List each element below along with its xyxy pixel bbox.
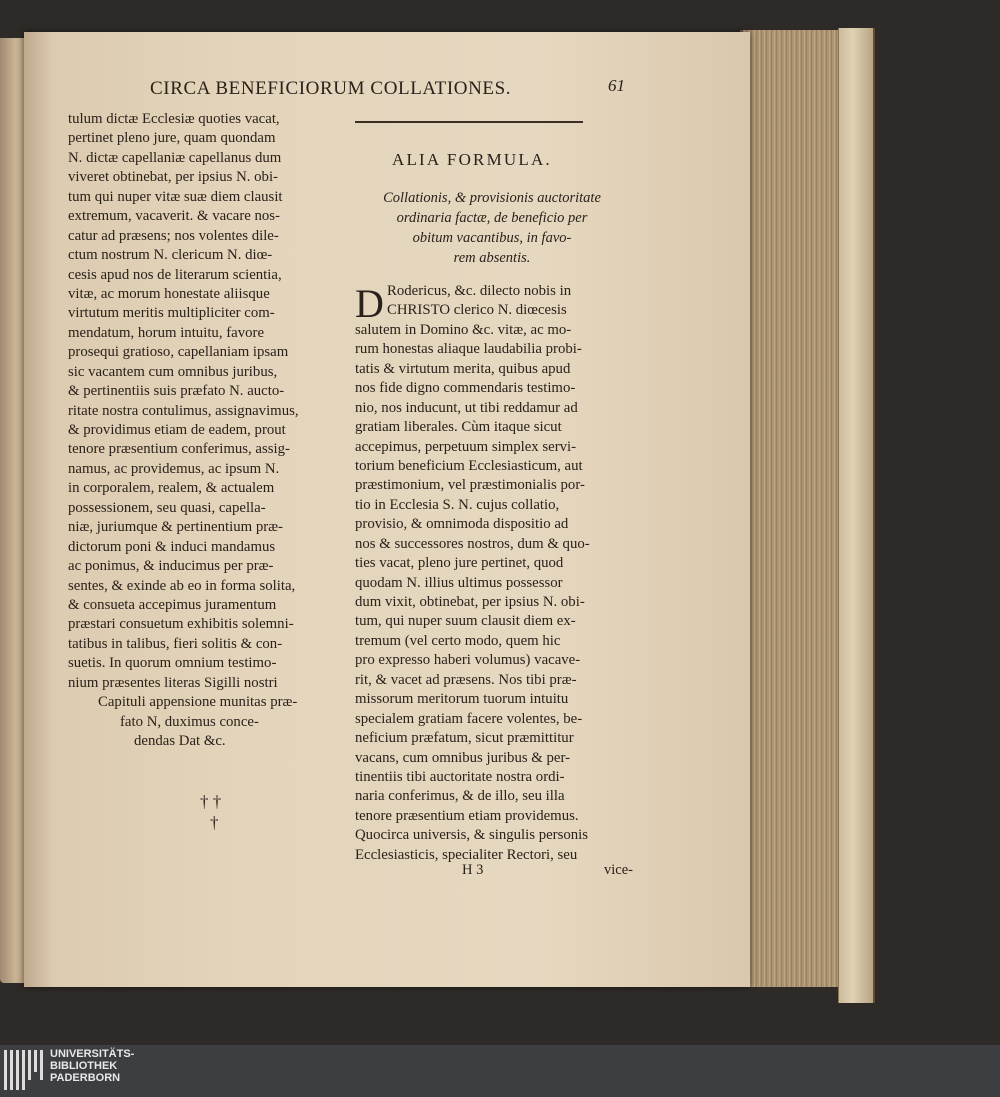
text-line: pertinet pleno jure, quam quondam: [68, 130, 276, 147]
text-line: tum, qui nuper suum clausit diem ex-: [355, 613, 576, 630]
text-line: tinentiis tibi auctoritate nostra ordi-: [355, 768, 565, 785]
text-line: in corporalem, realem, & actualem: [68, 480, 275, 497]
text-line: ctum nostrum N. clericum N. diœ-: [68, 247, 273, 264]
text-line: missorum meritorum tuorum intuitu: [355, 691, 569, 708]
signature-mark: H 3: [462, 862, 484, 878]
book-cover-edge: [838, 28, 875, 1003]
text-line: rit, & vacet ad præsens. Nos tibi præ-: [355, 671, 577, 688]
text-line: mendatum, horum intuitu, favore: [68, 324, 265, 341]
text-line: CHRISTO clerico N. diœcesis: [387, 302, 567, 319]
text-line: tatis & virtutum merita, quibus apud: [355, 360, 571, 377]
library-footer: [0, 1045, 1000, 1097]
page-block-edges: [740, 30, 843, 987]
text-line: dictorum poni & induci mandamus: [68, 538, 276, 555]
text-line: dendas Dat &c.: [134, 733, 226, 749]
text-line: Quocirca universis, & singulis personis: [355, 827, 589, 844]
text-line: nium præsentes literas Sigilli nostri: [68, 674, 278, 691]
logo-line: BIBLIOTHEK: [50, 1060, 118, 1072]
text-line: virtutum meritis multipliciter com-: [68, 305, 275, 322]
text-line: ac ponimus, & inducimus per præ-: [68, 558, 274, 575]
text-line: nos & successores nostros, dum & quo-: [355, 535, 590, 552]
logo-line: PADERBORN: [50, 1072, 121, 1084]
text-line: & pertinentiis suis præfato N. aucto-: [68, 383, 285, 400]
text-line: tio in Ecclesia S. N. cujus collatio,: [355, 496, 560, 513]
catchword: vice-: [604, 862, 633, 878]
text-line: Capituli appensione munitas præ-: [98, 694, 298, 711]
section-rule: [355, 121, 583, 123]
text-line: ties vacat, pleno jure pertinet, quod: [355, 555, 564, 572]
text-line: catur ad præsens; nos volentes dile-: [68, 227, 279, 244]
subtitle-line: ordinaria factæ, de beneficio per: [396, 210, 588, 226]
subtitle-line: Collationis, & provisionis auctoritate: [383, 190, 601, 206]
text-line: præstimonium, vel præstimonialis por-: [355, 477, 585, 494]
text-line: præstari consuetum exhibitis solemni-: [68, 616, 294, 633]
text-line: provisio, & omnimoda dispositio ad: [355, 516, 569, 533]
text-line: ritate nostra contulimus, assignavimus,: [68, 402, 299, 419]
text-line: Ecclesiasticis, specialiter Rectori, seu: [355, 846, 578, 863]
text-line: suetis. In quorum omnium testimo-: [68, 655, 277, 672]
text-line: accepimus, perpetuum simplex servi-: [355, 438, 577, 455]
text-line: possessionem, seu quasi, capella-: [68, 499, 266, 516]
text-line: nio, nos inducunt, ut tibi reddamur ad: [355, 399, 578, 416]
text-line: tatibus in talibus, fieri solitis & con-: [68, 635, 283, 652]
text-line: prosequi gratioso, capellaniam ipsam: [68, 344, 289, 361]
running-header: CIRCA BENEFICIORUM COLLATIONES.: [150, 78, 512, 99]
text-line: extremum, vacaverit. & vacare nos-: [68, 208, 280, 225]
right-column: [355, 282, 640, 865]
library-logo-text: [50, 1048, 134, 1084]
text-line: neficium præfatum, sicut præmittitur: [355, 730, 574, 747]
text-line: viveret obtinebat, per ipsius N. obi-: [68, 169, 278, 186]
drop-cap: D: [355, 281, 384, 326]
text-line: vitæ, ac morum honestate aliisque: [68, 285, 270, 302]
text-line: torium beneficium Ecclesiasticum, aut: [355, 457, 583, 474]
text-line: cesis apud nos de literarum scientia,: [68, 266, 282, 283]
cross-ornament-top: † †: [200, 792, 222, 811]
text-line: sentes, & exinde ab eo in forma solita,: [68, 577, 296, 594]
text-line: naria conferimus, & de illo, seu illa: [355, 788, 565, 805]
text-line: quodam N. illius ultimus possessor: [355, 574, 563, 591]
text-line: & consueta accepimus juramentum: [68, 596, 277, 613]
text-line: nos fide digno commendaris testimo-: [355, 380, 576, 397]
section-title: ALIA FORMULA.: [392, 150, 552, 169]
subtitle-line: obitum vacantibus, in favo-: [412, 230, 572, 246]
text-line: niæ, juriumque & pertinentium præ-: [68, 519, 283, 536]
left-column: [68, 110, 353, 751]
text-line: Rodericus, &c. dilecto nobis in: [387, 283, 572, 299]
text-line: tulum dictæ Ecclesiæ quoties vacat,: [68, 111, 280, 127]
text-line: namus, ac providemus, ac ipsum N.: [68, 460, 280, 477]
text-line: tum qui nuper vitæ suæ diem clausit: [68, 188, 283, 205]
text-line: fato N, duximus conce-: [120, 713, 259, 730]
text-line: sic vacantem cum omnibus juribus,: [68, 363, 278, 380]
logo-line: UNIVERSITÄTS-: [50, 1048, 135, 1060]
text-line: tenore præsentium conferimus, assig-: [68, 441, 290, 458]
page-number: 61: [608, 76, 625, 95]
text-line: tremum (vel certo modo, quem hic: [355, 632, 561, 649]
text-line: & providimus etiam de eadem, prout: [68, 422, 286, 438]
text-line: pro expresso haberi volumus) vacave-: [355, 652, 581, 669]
text-line: dum vixit, obtinebat, per ipsius N. obi-: [355, 594, 585, 610]
text-line: N. dictæ capellaniæ capellanus dum: [68, 149, 282, 166]
text-line: salutem in Domino &c. vitæ, ac mo-: [355, 321, 572, 338]
cross-ornament-bottom: †: [210, 813, 219, 832]
text-line: specialem gratiam facere volentes, be-: [355, 710, 583, 727]
text-line: vacans, cum omnibus juribus & per-: [355, 749, 571, 766]
text-line: rum honestas aliaque laudabilia probi-: [355, 341, 582, 358]
subtitle-line: rem absentis.: [453, 250, 531, 266]
text-line: gratiam liberales. Cùm itaque sicut: [355, 419, 562, 436]
text-line: tenore præsentium etiam providemus.: [355, 807, 579, 824]
